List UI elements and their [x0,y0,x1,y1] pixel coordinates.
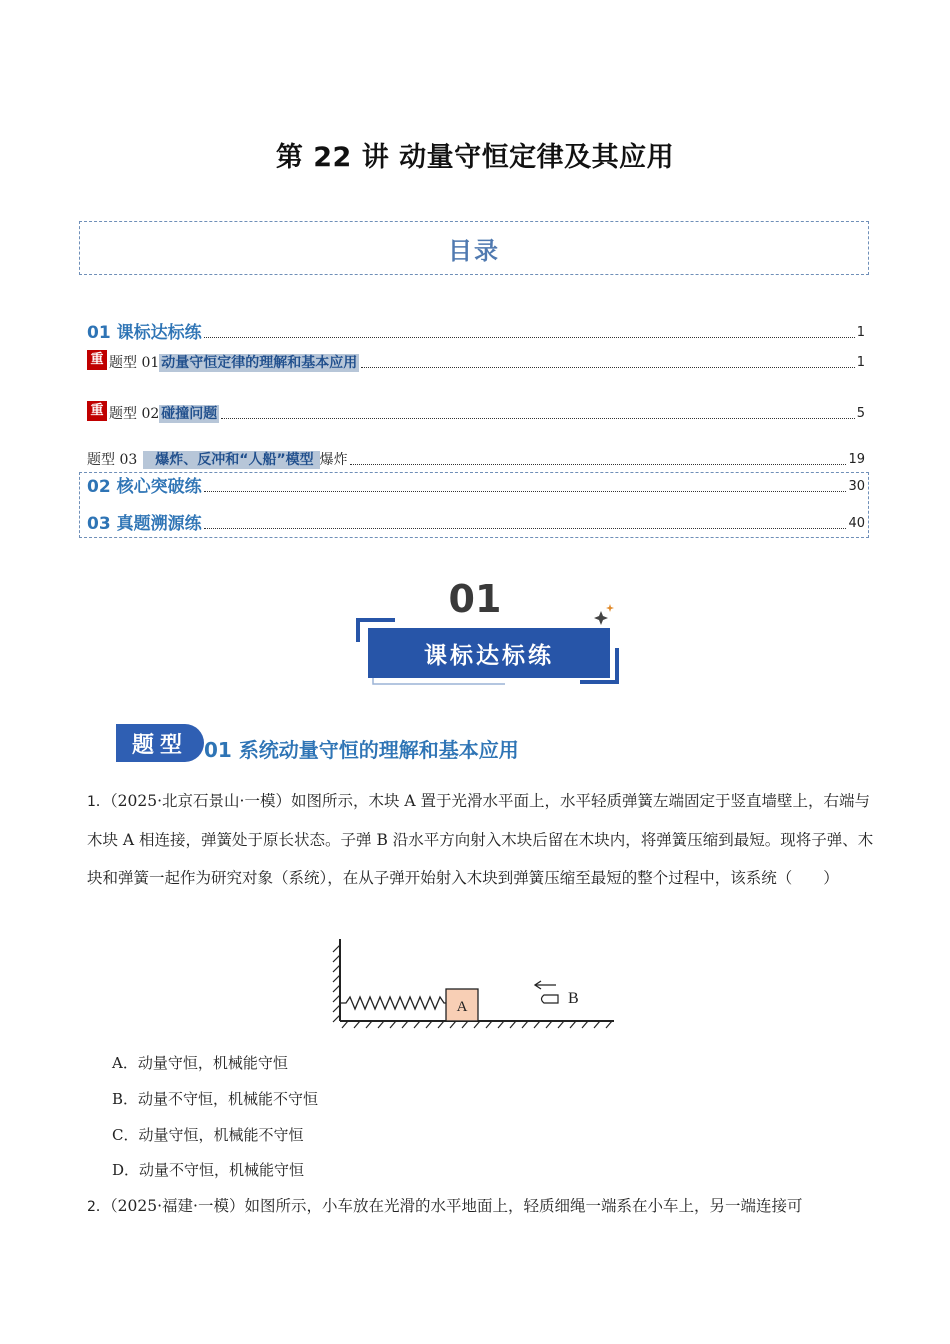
spring-icon [340,997,448,1009]
key-topic-badge: 重 [87,350,107,370]
toc-topic-label: 碰撞问题 [161,406,218,422]
section-banner [368,628,610,678]
toc-leader [361,366,854,368]
toc-topic-prefix: 题型 01 [109,355,160,371]
toc-entry[interactable] [87,403,865,423]
question-number: 1． [87,794,110,810]
toc-entry[interactable] [87,352,865,372]
toc-entry[interactable] [87,451,865,469]
toc-entry[interactable] [87,478,865,496]
question-1 [87,782,877,897]
bullet-b [542,995,559,1003]
sparkle-icon [606,604,614,612]
section-number: 01 [448,577,502,621]
toc-page-number: 1 [856,355,865,370]
page-title: 第 22 讲 动量守恒定律及其应用 [275,142,675,173]
toc-leader [204,336,855,338]
toc-leader [350,463,847,465]
toc-entry[interactable] [87,324,865,342]
topic-badge [116,724,204,762]
toc-topic-label: 爆炸、反冲和“人船”模型 [143,451,319,469]
toc-topic-prefix: 题型 02 [109,406,160,422]
toc-topic-prefix: 题型 03 [87,452,138,468]
question-text: （2025·福建·一模）如图所示，小车放在光滑的水平地面上，轻质细绳一端系在小车上，另一端连接可 [109,1197,803,1215]
question-text: （2025·北京石景山·一模）如图所示，木块 A 置于光滑水平面上，水平轻质弹簧左端固定于竖直墙壁上，右端与木块 A 相连接，弹簧处于原长状态。子弹 B 沿水平方向射入木块后留在木块内，将弹簧压缩到最短。现将子弹、木块和弹簧一起作为研究对象（系统），在从子弹开始射入木块到弹簧压缩至最短的整个过程中，该系统（ ） [87,792,874,887]
toc-page-number: 30 [848,479,865,494]
toc-page-number: 19 [848,452,865,467]
option-b[interactable]: B．动量不守恒，机械能不守恒 [112,1090,319,1108]
toc-leader [204,527,847,529]
topic-badge-label: 题型 [131,731,188,758]
question-2 [87,1187,877,1226]
spring-block-figure [330,935,620,1030]
topic-number: 01 [204,738,232,762]
toc-heading: 目录 [448,236,500,265]
block-label: A [456,999,468,1015]
key-topic-badge: 重 [87,401,107,421]
toc-heading-box [79,221,869,275]
option-c[interactable]: C．动量守恒，机械能不守恒 [112,1126,304,1144]
question-number: 2． [87,1199,110,1215]
option-d[interactable]: D．动量不守恒，机械能守恒 [112,1161,305,1179]
toc-section-label: 01 课标达标练 [87,323,202,343]
section-banner-label: 课标达标练 [424,642,554,669]
toc-section-label: 02 核心突破练 [87,477,202,497]
topic-label: 系统动量守恒的理解和基本应用 [238,738,519,762]
toc-section-label: 03 真题溯源练 [87,514,202,534]
option-a[interactable]: A．动量守恒，机械能守恒 [112,1054,288,1072]
toc-topic-suffix: 爆炸 [319,452,348,468]
toc-leader [221,417,854,419]
toc-page-number: 40 [848,516,865,531]
toc-page-number: 1 [856,325,865,340]
toc-leader [204,490,847,492]
toc-topic-label: 动量守恒定律的理解和基本应用 [161,355,358,371]
topic-title [204,734,519,763]
toc-entry[interactable] [87,515,865,533]
sparkle-icon [594,611,608,625]
bullet-label: B [568,990,579,1007]
toc-page-number: 5 [856,406,865,421]
